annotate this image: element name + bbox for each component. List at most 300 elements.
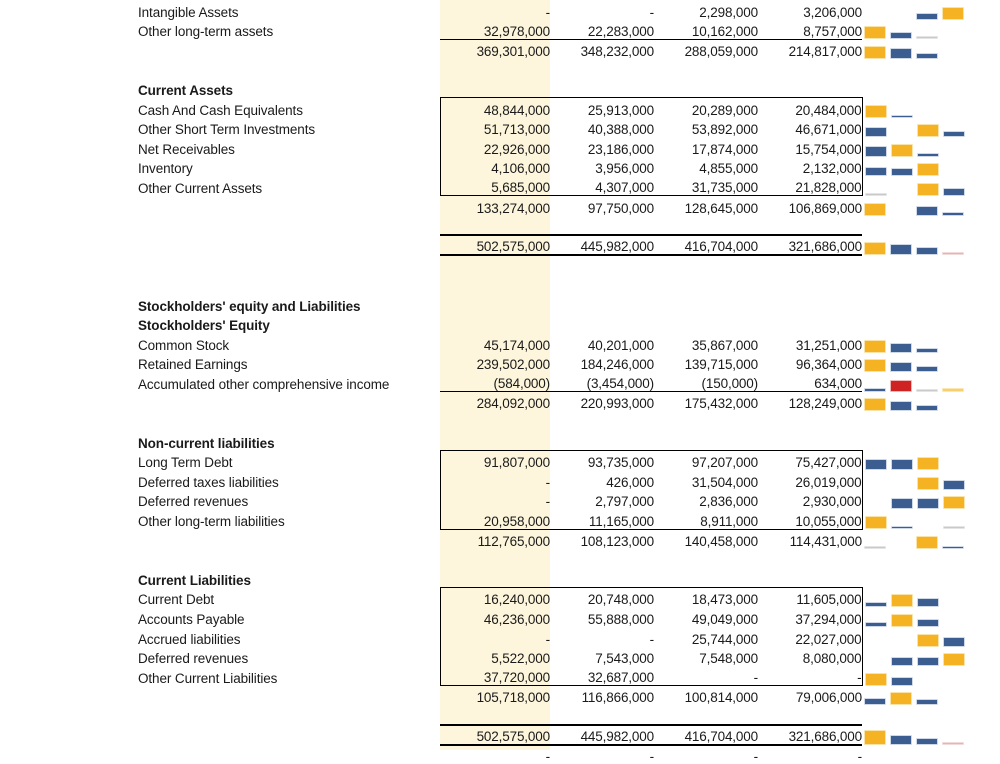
- spacer-row: [0, 549, 1000, 569]
- spacer-row: [0, 59, 1000, 79]
- value-cell-period-4: 20,484,000: [758, 98, 862, 118]
- line-item-label: Net Receivables: [138, 141, 235, 157]
- line-item-label: Long Term Debt: [138, 455, 233, 471]
- value-cell-period-4: 3,206,000: [803, 4, 862, 20]
- value-cell-period-1: 105,718,000: [476, 690, 550, 706]
- value-cell-period-3: [654, 314, 758, 334]
- sparkline-cell: [862, 39, 1000, 59]
- value-cell-period-3: 2,298,000: [699, 4, 758, 20]
- sparkline-bar: [865, 193, 887, 196]
- row-indent: [0, 235, 138, 255]
- spacer-cell: [138, 549, 1000, 569]
- value-cell-period-2: 220,993,000: [580, 396, 654, 412]
- table-row: [0, 725, 1000, 745]
- spacer-cell: [138, 411, 1000, 431]
- line-item-label: [138, 745, 440, 764]
- sparkline-bar: [865, 127, 887, 137]
- sparkline-bar: [916, 348, 938, 353]
- sparkline-bar: [942, 742, 964, 745]
- sparkline-cell: [862, 78, 1000, 98]
- sparkline-cell: [862, 392, 1000, 412]
- value-cell-period-2: 348,232,000: [580, 43, 654, 59]
- value-cell-period-1: 48,844,000: [440, 98, 550, 118]
- sparkline-bar: [891, 144, 913, 157]
- value-cell-period-1: [440, 431, 550, 451]
- value-cell-period-4: 26,019,000: [758, 470, 862, 490]
- line-item-label: [138, 39, 440, 59]
- value-cell-period-2: 184,246,000: [580, 357, 654, 373]
- table-row: [0, 137, 1000, 157]
- value-cell-period-1: 37,720,000: [440, 666, 550, 686]
- sparkline-cell: [862, 137, 1000, 157]
- line-item-label: [138, 196, 440, 216]
- sparkline-bar: [891, 657, 913, 666]
- value-cell-period-2: 116,866,000: [581, 690, 654, 706]
- sparkline-bar: [916, 247, 938, 255]
- sparkline-bar: [890, 244, 912, 255]
- row-indent: [0, 372, 138, 392]
- table-row: [0, 686, 1000, 706]
- sparkline-bar: [864, 398, 886, 411]
- value-cell-period-4: 8,757,000: [758, 20, 862, 40]
- sparkline-bar: [943, 637, 965, 647]
- value-cell-period-1: 16,240,000: [440, 588, 550, 608]
- value-cell-period-3: 140,458,000: [684, 533, 758, 549]
- value-cell-period-2: 32,687,000: [550, 666, 654, 686]
- sparkline-bar: [890, 48, 912, 59]
- sparkline-cell: [862, 235, 1000, 255]
- table-row: [0, 294, 1000, 314]
- value-cell-period-4: 214,817,000: [788, 43, 862, 59]
- value-cell-period-4: 31,251,000: [795, 337, 862, 353]
- table-row: [0, 176, 1000, 196]
- table-row: [0, 372, 1000, 392]
- row-indent: [0, 157, 138, 177]
- row-indent: [0, 647, 138, 667]
- sparkline-bar: [891, 459, 913, 470]
- value-cell-period-1: 5,522,000: [440, 647, 550, 667]
- table-row: [0, 568, 1000, 588]
- line-item-label: [138, 725, 440, 745]
- sparkline-bar: [917, 457, 939, 470]
- line-item-label: Common Stock: [138, 337, 230, 353]
- line-item-label: Current Debt: [138, 592, 215, 608]
- line-item-label: Accrued liabilities: [138, 631, 241, 647]
- value-cell-period-3: 100,814,000: [684, 690, 758, 706]
- value-cell-period-3: -: [753, 749, 758, 764]
- value-cell-period-4: [758, 78, 862, 98]
- value-cell-period-2: 25,913,000: [550, 98, 654, 118]
- row-indent: [0, 255, 138, 275]
- sparkline-cell: [862, 431, 1000, 451]
- row-indent: [0, 627, 138, 647]
- line-item-label: [138, 529, 440, 549]
- value-cell-period-4: [758, 568, 862, 588]
- row-indent: [0, 725, 138, 745]
- sparkline-bar: [942, 546, 964, 549]
- sparkline-bar: [943, 480, 965, 490]
- sparkline-bar: [916, 536, 938, 549]
- row-indent: [0, 686, 138, 706]
- sparkline-bar: [943, 188, 965, 196]
- table-row: [0, 451, 1000, 471]
- value-cell-period-2: 97,750,000: [587, 200, 654, 216]
- value-cell-period-1: [440, 78, 550, 98]
- value-cell-period-4: -: [758, 666, 862, 686]
- table-row: [0, 20, 1000, 40]
- value-cell-period-2: 40,388,000: [587, 122, 654, 138]
- value-cell-period-3: 2,836,000: [699, 494, 758, 510]
- value-cell-period-2: 426,000: [606, 474, 654, 490]
- table-row: [0, 509, 1000, 529]
- spacer-cell: [138, 255, 1000, 275]
- value-cell-period-3: 20,289,000: [654, 98, 758, 118]
- value-cell-period-3: [654, 78, 758, 98]
- sparkline-cell: [862, 745, 1000, 764]
- table-row: [0, 470, 1000, 490]
- row-indent: [0, 78, 138, 98]
- row-indent: [0, 490, 138, 510]
- row-indent: [0, 392, 138, 412]
- sparkline-cell: [862, 118, 1000, 138]
- value-cell-period-4: 79,006,000: [795, 690, 862, 706]
- row-indent: [0, 196, 138, 216]
- sparkline-bar: [917, 657, 939, 666]
- row-indent: [0, 451, 138, 471]
- line-item-label: Cash And Cash Equivalents: [138, 102, 303, 118]
- sparkline-cell: [862, 607, 1000, 627]
- value-cell-period-4: 128,249,000: [788, 396, 862, 412]
- sparkline-bar: [917, 477, 939, 490]
- value-cell-period-3: [654, 568, 758, 588]
- section-heading: Current Assets: [138, 82, 233, 98]
- value-cell-period-1: 51,713,000: [440, 118, 550, 138]
- value-cell-period-4: 114,431,000: [789, 533, 862, 549]
- sparkline-bar: [943, 131, 965, 137]
- value-cell-period-4: 22,027,000: [758, 627, 862, 647]
- sparkline-cell: [862, 686, 1000, 706]
- sparkline-cell: [862, 725, 1000, 745]
- sparkline-bar: [864, 359, 886, 372]
- section-heading: Stockholders' Equity: [138, 318, 270, 334]
- line-item-label: [138, 235, 440, 255]
- value-cell-period-1: 22,926,000: [440, 137, 550, 157]
- spacer-row: [0, 216, 1000, 236]
- value-cell-period-4: 2,132,000: [758, 157, 862, 177]
- value-cell-period-1: 46,236,000: [440, 607, 550, 627]
- line-item-label: Intangible Assets: [138, 4, 239, 20]
- sparkline-bar: [943, 496, 965, 509]
- value-cell-period-4: 10,055,000: [758, 509, 862, 529]
- value-cell-period-1: 133,274,000: [476, 200, 550, 216]
- row-indent: [0, 529, 138, 549]
- line-item-label: Inventory: [138, 161, 193, 177]
- line-item-label: Deferred revenues: [138, 494, 249, 510]
- sparkline-bar: [943, 526, 965, 529]
- value-cell-period-2: 445,982,000: [550, 235, 654, 255]
- value-cell-period-3: 17,874,000: [691, 141, 758, 157]
- row-indent: [0, 216, 138, 236]
- value-cell-period-2: 3,956,000: [595, 161, 654, 177]
- sparkline-cell: [862, 627, 1000, 647]
- value-cell-period-2: (3,454,000): [550, 372, 654, 392]
- value-cell-period-2: -: [649, 4, 654, 20]
- sparkline-bar: [864, 546, 886, 549]
- value-cell-period-4: 15,754,000: [758, 137, 862, 157]
- sparkline-bar: [891, 594, 913, 607]
- value-cell-period-4: [758, 431, 862, 451]
- value-cell-period-2: 23,186,000: [587, 141, 654, 157]
- value-cell-period-1: -: [545, 749, 550, 764]
- line-item-label: Other long-term assets: [138, 24, 274, 40]
- table-row: [0, 431, 1000, 451]
- value-cell-period-3: 4,855,000: [699, 161, 758, 177]
- row-indent: [0, 705, 138, 725]
- spacer-row: [0, 705, 1000, 725]
- value-cell-period-1: [440, 294, 550, 314]
- sparkline-bar: [917, 163, 939, 176]
- sparkline-bar: [891, 677, 913, 686]
- row-indent: [0, 333, 138, 353]
- table-row: [0, 118, 1000, 138]
- value-cell-period-3: 35,867,000: [691, 337, 758, 353]
- value-cell-period-3: 53,892,000: [691, 122, 758, 138]
- sparkline-cell: [862, 353, 1000, 373]
- row-indent: [0, 353, 138, 373]
- value-cell-period-4: 321,686,000: [758, 725, 862, 745]
- table-row: [0, 235, 1000, 255]
- sparkline-bar: [916, 699, 938, 705]
- sparkline-bar: [917, 498, 939, 509]
- value-cell-period-3: 7,548,000: [699, 651, 758, 667]
- value-cell-period-2: [550, 314, 654, 334]
- row-indent: [0, 39, 138, 59]
- section-heading: Stockholders' equity and Liabilities: [138, 298, 361, 314]
- sparkline-bar: [865, 622, 887, 627]
- row-indent: [0, 59, 138, 79]
- table-row: [0, 78, 1000, 98]
- value-cell-period-4: 106,869,000: [788, 200, 862, 216]
- sparkline-cell: [862, 490, 1000, 510]
- value-cell-period-1: -: [440, 490, 550, 510]
- spacer-row: [0, 255, 1000, 275]
- sparkline-bar: [864, 388, 886, 392]
- value-cell-period-1: (584,000): [440, 372, 550, 392]
- sparkline-bar: [891, 526, 913, 529]
- value-cell-period-2: 55,888,000: [587, 612, 654, 627]
- value-cell-period-1: 239,502,000: [476, 357, 550, 373]
- value-cell-period-4: [758, 294, 862, 314]
- value-cell-period-3: 416,704,000: [654, 235, 758, 255]
- sparkline-bar: [943, 653, 965, 666]
- value-cell-period-2: 22,283,000: [550, 20, 654, 40]
- row-indent: [0, 607, 138, 627]
- value-cell-period-1: 91,807,000: [440, 451, 550, 471]
- sparkline-cell: [862, 509, 1000, 529]
- spacer-cell: [138, 59, 1000, 79]
- value-cell-period-4: 8,080,000: [758, 647, 862, 667]
- table-row: [0, 666, 1000, 686]
- value-cell-period-3: 25,744,000: [691, 631, 758, 647]
- sparkline-cell: [862, 372, 1000, 392]
- value-cell-period-4: 2,930,000: [758, 490, 862, 510]
- spacer-cell: [138, 705, 1000, 725]
- sparkline-bar: [916, 366, 938, 372]
- row-indent: [0, 745, 138, 764]
- line-item-label: Deferred revenues: [138, 651, 249, 667]
- value-cell-period-2: -: [649, 749, 654, 764]
- value-cell-period-2: 4,307,000: [550, 176, 654, 196]
- sparkline-bar: [917, 124, 939, 137]
- sparkline-bar: [916, 405, 938, 411]
- sparkline-bar: [890, 401, 912, 411]
- value-cell-period-1: 32,978,000: [440, 20, 550, 40]
- sparkline-bar: [891, 168, 913, 176]
- sparkline-cell: [862, 20, 1000, 40]
- line-item-label: Deferred taxes liabilities: [138, 474, 279, 490]
- sparkline-cell: [862, 647, 1000, 667]
- value-cell-period-3: 175,432,000: [684, 396, 758, 412]
- sparkline-bar: [865, 673, 887, 686]
- value-cell-period-2: -: [649, 631, 654, 647]
- value-cell-period-4: -: [857, 749, 862, 764]
- sparkline-cell: [862, 470, 1000, 490]
- value-cell-period-4: 46,671,000: [758, 118, 862, 138]
- value-cell-period-3: 288,059,000: [684, 43, 758, 59]
- value-cell-period-4: 75,427,000: [758, 451, 862, 471]
- sparkline-bar: [864, 46, 886, 59]
- value-cell-period-3: [654, 294, 758, 314]
- sparkline-cell: [862, 157, 1000, 177]
- sparkline-bar: [891, 614, 913, 627]
- sparkline-cell: [862, 176, 1000, 196]
- sparkline-bar: [917, 598, 939, 607]
- sparkline-bar: [917, 619, 939, 627]
- value-cell-period-3: 8,911,000: [654, 509, 758, 529]
- line-item-label: Other Current Liabilities: [138, 670, 278, 686]
- value-cell-period-3: 97,207,000: [654, 451, 758, 471]
- row-indent: [0, 431, 138, 451]
- table-row: [0, 745, 1000, 764]
- value-cell-period-3: 139,715,000: [684, 357, 758, 373]
- row-indent: [0, 588, 138, 608]
- value-cell-period-1: 4,106,000: [440, 157, 550, 177]
- value-cell-period-4: 634,000: [758, 372, 862, 392]
- value-cell-period-4: 11,605,000: [758, 588, 862, 608]
- sparkline-bar: [865, 516, 887, 529]
- table-row: [0, 529, 1000, 549]
- value-cell-period-1: 502,575,000: [440, 725, 550, 745]
- sparkline-bar: [942, 7, 964, 20]
- line-item-label: Accounts Payable: [138, 612, 245, 627]
- value-cell-period-1: [440, 568, 550, 588]
- value-cell-period-1: 369,301,000: [476, 43, 550, 59]
- sparkline-bar: [865, 105, 887, 118]
- table-row: [0, 196, 1000, 216]
- value-cell-period-1: 502,575,000: [440, 235, 550, 255]
- sparkline-bar: [916, 738, 938, 745]
- sparkline-bar: [865, 167, 887, 176]
- value-cell-period-2: [550, 431, 654, 451]
- row-indent: [0, 470, 138, 490]
- spacer-cell: [138, 216, 1000, 236]
- table-row: [0, 314, 1000, 334]
- value-cell-period-3: (150,000): [654, 372, 758, 392]
- table-row: [0, 647, 1000, 667]
- value-cell-period-1: -: [440, 627, 550, 647]
- value-cell-period-3: 128,645,000: [684, 200, 758, 216]
- value-cell-period-2: 2,797,000: [595, 494, 654, 510]
- value-cell-period-4: 321,686,000: [758, 235, 862, 255]
- value-cell-period-1: 112,765,000: [477, 533, 550, 549]
- table-row: [0, 588, 1000, 608]
- row-indent: [0, 568, 138, 588]
- row-indent: [0, 509, 138, 529]
- value-cell-period-2: 108,123,000: [580, 533, 654, 549]
- sparkline-cell: [862, 333, 1000, 353]
- sparkline-bar: [891, 498, 913, 509]
- row-indent: [0, 411, 138, 431]
- value-cell-period-2: 11,165,000: [550, 509, 654, 529]
- value-cell-period-4: 37,294,000: [758, 607, 862, 627]
- value-cell-period-3: 10,162,000: [654, 20, 758, 40]
- value-cell-period-3: -: [654, 666, 758, 686]
- table-row: [0, 627, 1000, 647]
- value-cell-period-2: 40,201,000: [587, 337, 654, 353]
- sparkline-bar: [864, 730, 886, 745]
- row-indent: [0, 314, 138, 334]
- value-cell-period-2: 20,748,000: [550, 588, 654, 608]
- sparkline-cell: [862, 294, 1000, 314]
- value-cell-period-1: 45,174,000: [483, 337, 550, 353]
- table-row: [0, 607, 1000, 627]
- line-item-label: Accumulated other comprehensive income: [138, 376, 390, 392]
- sparkline-cell: [862, 314, 1000, 334]
- sparkline-cell: [862, 529, 1000, 549]
- sparkline-bar: [890, 362, 912, 372]
- sparkline-bar: [917, 153, 939, 157]
- sparkline-bar: [916, 53, 938, 59]
- sparkline-bar: [891, 115, 913, 118]
- table-row: [0, 490, 1000, 510]
- sparkline-cell: [862, 0, 1000, 20]
- value-cell-period-2: [550, 294, 654, 314]
- value-cell-period-1: 284,092,000: [476, 396, 550, 412]
- sparkline-bar: [942, 388, 964, 392]
- section-heading: Current Liabilities: [138, 572, 251, 588]
- value-cell-period-2: [550, 568, 654, 588]
- value-cell-period-3: 416,704,000: [654, 725, 758, 745]
- sparkline-bar: [916, 389, 938, 392]
- table-row: [0, 157, 1000, 177]
- line-item-label: Other Short Term Investments: [138, 122, 316, 138]
- row-indent: [0, 0, 138, 20]
- table-row: [0, 0, 1000, 20]
- value-cell-period-4: 21,828,000: [758, 176, 862, 196]
- value-cell-period-1: [440, 314, 550, 334]
- spacer-row: [0, 274, 1000, 294]
- table-row: [0, 98, 1000, 118]
- sparkline-bar: [917, 634, 939, 647]
- row-indent: [0, 666, 138, 686]
- row-indent: [0, 549, 138, 569]
- line-item-label: Retained Earnings: [138, 357, 248, 373]
- table-row: [0, 392, 1000, 412]
- value-cell-period-1: -: [440, 470, 550, 490]
- section-heading: Non-current liabilities: [138, 435, 275, 451]
- spacer-cell: [138, 274, 1000, 294]
- row-indent: [0, 137, 138, 157]
